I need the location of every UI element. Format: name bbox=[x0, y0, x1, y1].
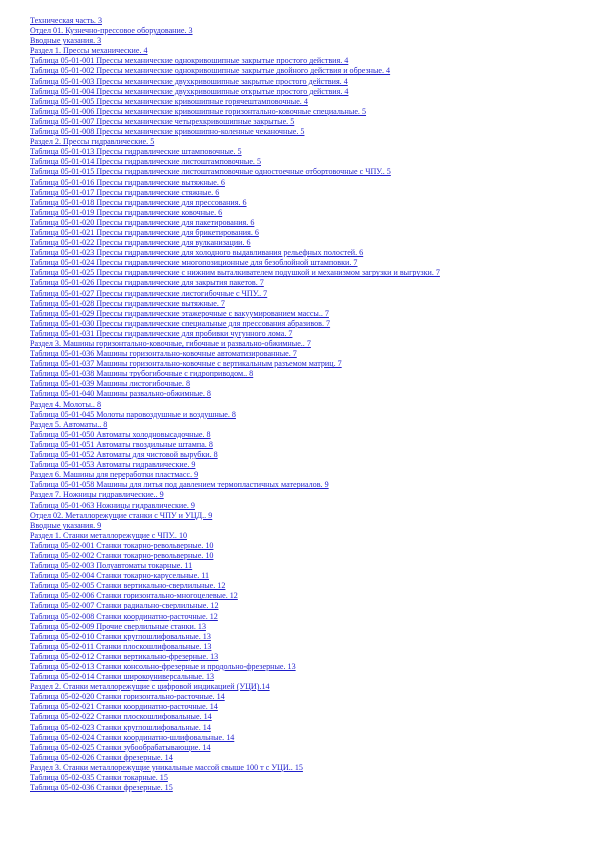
toc-entry bbox=[30, 218, 590, 228]
toc-entry bbox=[30, 289, 590, 299]
toc-link[interactable]: Таблица 05-01-029 Прессы гидравлические этажерочные с вакуумированием массы.. 7 bbox=[30, 308, 329, 318]
toc-link[interactable]: Таблица 05-02-005 Станки вертикально-сверлильные. 12 bbox=[30, 581, 226, 591]
toc-link[interactable]: Таблица 05-01-030 Прессы гидравлические специальные для прессования абразивов. 7 bbox=[30, 318, 331, 328]
toc-link[interactable]: Раздел 5. Автоматы.. 8 bbox=[30, 419, 108, 429]
toc-link[interactable]: Таблица 05-01-063 Ножницы гидравлические. 9 bbox=[30, 500, 195, 510]
toc-entry bbox=[30, 763, 590, 773]
toc-link[interactable]: Вводные указания. 3 bbox=[30, 36, 102, 46]
toc-entry bbox=[30, 591, 590, 601]
table-of-contents bbox=[30, 16, 590, 793]
toc-entry bbox=[30, 87, 590, 97]
toc-entry bbox=[30, 773, 590, 783]
toc-entry bbox=[30, 178, 590, 188]
toc-link[interactable]: Таблица 05-02-002 Станки токарно-револьверные. 10 bbox=[30, 550, 214, 560]
toc-link[interactable]: Таблица 05-02-004 Станки токарно-карусельные. 11 bbox=[30, 571, 210, 581]
toc-link[interactable]: Таблица 05-02-012 Станки вертикально-фрезерные. 13 bbox=[30, 651, 219, 661]
toc-entry bbox=[30, 480, 590, 490]
toc-link[interactable]: Таблица 05-01-005 Прессы механические кривошипные горячештамповочные. 4 bbox=[30, 96, 308, 106]
toc-link[interactable]: Таблица 05-01-021 Прессы гидравлические для брикетирования. 6 bbox=[30, 227, 259, 237]
toc-entry bbox=[30, 248, 590, 258]
toc-link[interactable]: Таблица 05-01-018 Прессы гидравлические для прессования. 6 bbox=[30, 197, 247, 207]
toc-link[interactable]: Раздел 3. Машины горизонтально-ковочные, гибочные и развально-обжимные.. 7 bbox=[30, 339, 311, 348]
toc-link[interactable]: Таблица 05-01-050 Автоматы холодновысадочные. 8 bbox=[30, 429, 211, 439]
toc-link[interactable]: Таблица 05-01-037 Машины горизонтально-ковочные с вертикальным разъемом матриц. 7 bbox=[30, 359, 342, 369]
toc-entry bbox=[30, 652, 590, 662]
toc-entry bbox=[30, 16, 590, 26]
toc-link[interactable]: Таблица 05-02-014 Станки широкоуниверсальные. 13 bbox=[30, 672, 215, 682]
toc-link[interactable]: Раздел 4. Молоты.. 8 bbox=[30, 399, 102, 409]
toc-link[interactable]: Таблица 05-01-014 Прессы гидравлические листоштамповочные. 5 bbox=[30, 157, 262, 167]
toc-entry bbox=[30, 389, 590, 399]
toc-entry bbox=[30, 319, 590, 329]
toc-entry bbox=[30, 66, 590, 76]
toc-link[interactable]: Таблица 05-01-022 Прессы гидравлические для вулканизации. 6 bbox=[30, 238, 251, 248]
toc-entry bbox=[30, 511, 590, 521]
toc-link[interactable]: Таблица 05-01-028 Прессы гидравлические вытяжные. 7 bbox=[30, 298, 225, 308]
toc-link[interactable]: Таблица 05-01-002 Прессы механические однокривошипные закрытые двойного действия и обрезные. 4 bbox=[30, 66, 391, 76]
toc-entry bbox=[30, 379, 590, 389]
toc-entry bbox=[30, 662, 590, 672]
toc-entry bbox=[30, 349, 590, 359]
toc-link[interactable]: Отдел 02. Металлорежущие станки с ЧПУ и УЦД.. 9 bbox=[30, 510, 213, 520]
toc-link[interactable]: Таблица 05-01-038 Машины трубогибочные с гидроприводом.. 8 bbox=[30, 369, 254, 379]
toc-link[interactable]: Таблица 05-01-016 Прессы гидравлические вытяжные. 6 bbox=[30, 177, 225, 187]
toc-entry bbox=[30, 198, 590, 208]
toc-link[interactable]: Таблица 05-02-026 Станки фрезерные. 14 bbox=[30, 752, 173, 762]
toc-link[interactable]: Таблица 05-02-009 Прочие сверлильные станки. 13 bbox=[30, 621, 206, 631]
toc-link[interactable]: Отдел 01. Кузнечно-прессовое оборудование. 3 bbox=[30, 26, 193, 36]
toc-link[interactable]: Таблица 05-01-051 Автоматы гвоздильные штампа. 8 bbox=[30, 439, 213, 449]
toc-entry bbox=[30, 632, 590, 642]
toc-entry bbox=[30, 147, 590, 157]
toc-entry bbox=[30, 460, 590, 470]
toc-link[interactable]: Вводные указания. 9 bbox=[30, 520, 102, 530]
toc-link[interactable]: Раздел 7. Ножницы гидравлические.. 9 bbox=[30, 490, 164, 500]
toc-link[interactable]: Раздел 1. Прессы механические. 4 bbox=[30, 46, 148, 56]
toc-entry bbox=[30, 77, 590, 87]
toc-entry bbox=[30, 561, 590, 571]
toc-link[interactable]: Таблица 05-02-008 Станки координатно-расточные. 12 bbox=[30, 611, 218, 621]
toc-link[interactable]: Таблица 05-02-010 Станки круглошлифовальные. 13 bbox=[30, 631, 211, 641]
toc-entry bbox=[30, 369, 590, 379]
toc-link[interactable]: Таблица 05-02-023 Станки круглошлифовальные. 14 bbox=[30, 722, 211, 732]
toc-entry bbox=[30, 672, 590, 682]
toc-link[interactable]: Таблица 05-01-006 Прессы механические кривошипные горизонтально-ковочные специальные. 5 bbox=[30, 106, 367, 116]
toc-entry bbox=[30, 278, 590, 288]
toc-link[interactable]: Таблица 05-02-013 Станки консольно-фрезерные и продольно-фрезерные. 13 bbox=[30, 662, 296, 671]
toc-link[interactable]: Таблица 05-02-001 Станки токарно-револьверные. 10 bbox=[30, 540, 214, 550]
toc-entry bbox=[30, 521, 590, 531]
toc-link[interactable]: Таблица 05-01-052 Автоматы для чистовой вырубки. 8 bbox=[30, 450, 218, 460]
toc-link[interactable]: Таблица 05-01-020 Прессы гидравлические для пакетирования. 6 bbox=[30, 217, 255, 227]
toc-entry bbox=[30, 501, 590, 511]
toc-entry bbox=[30, 258, 590, 268]
toc-link[interactable]: Таблица 05-01-058 Машины для литья под давлением термопластичных материалов. 9 bbox=[30, 480, 329, 490]
toc-entry bbox=[30, 430, 590, 440]
toc-link[interactable]: Таблица 05-01-023 Прессы гидравлические для холодного выдавливания рельефных полостей. 6 bbox=[30, 248, 364, 258]
toc-entry bbox=[30, 753, 590, 763]
toc-entry bbox=[30, 329, 590, 339]
toc-link[interactable]: Раздел 3. Станки металлорежущие уникальные массой свыше 100 т с УЦИ.. 15 bbox=[30, 762, 303, 772]
toc-entry bbox=[30, 571, 590, 581]
toc-entry bbox=[30, 440, 590, 450]
toc-entry bbox=[30, 712, 590, 722]
toc-entry bbox=[30, 733, 590, 743]
toc-link[interactable]: Таблица 05-01-013 Прессы гидравлические штамповочные. 5 bbox=[30, 147, 242, 157]
toc-entry bbox=[30, 470, 590, 480]
toc-link[interactable]: Таблица 05-01-045 Молоты паровоздушные и воздушные. 8 bbox=[30, 409, 236, 419]
toc-entry bbox=[30, 581, 590, 591]
toc-link[interactable]: Таблица 05-01-024 Прессы гидравлические многопозиционные для безоблойной штамповки. 7 bbox=[30, 258, 358, 268]
toc-link[interactable]: Раздел 6. Машины для переработки пластмасс. 9 bbox=[30, 470, 199, 480]
toc-link[interactable]: Таблица 05-01-019 Прессы гидравлические ковочные. 6 bbox=[30, 207, 223, 217]
toc-link[interactable]: Таблица 05-01-007 Прессы механические четырехкривошипные закрытые. 5 bbox=[30, 116, 295, 126]
toc-link[interactable]: Таблица 05-02-011 Станки плоскошлифовальные. 13 bbox=[30, 641, 212, 651]
toc-link[interactable]: Таблица 05-01-036 Машины горизонтально-ковочные автоматизированные. 7 bbox=[30, 349, 297, 359]
toc-entry bbox=[30, 268, 590, 278]
toc-entry bbox=[30, 339, 590, 349]
toc-entry bbox=[30, 137, 590, 147]
toc-entry bbox=[30, 410, 590, 420]
toc-entry bbox=[30, 551, 590, 561]
toc-link[interactable]: Таблица 05-01-008 Прессы механические кривошипно-коленные чеканочные. 5 bbox=[30, 127, 305, 137]
toc-entry bbox=[30, 299, 590, 309]
toc-link[interactable]: Таблица 05-01-003 Прессы механические двухкривошипные закрытые простого действия. 4 bbox=[30, 76, 348, 86]
toc-entry bbox=[30, 309, 590, 319]
toc-link[interactable]: Раздел 2. Прессы гидравлические. 5 bbox=[30, 137, 155, 147]
toc-link[interactable]: Раздел 2. Станки металлорежущие с цифровой индикацией (УЦИ).14 bbox=[30, 682, 270, 692]
toc-link[interactable]: Таблица 05-01-053 Автоматы гидравлические. 9 bbox=[30, 460, 196, 470]
toc-link[interactable]: Таблица 05-02-003 Полуавтоматы токарные. 11 bbox=[30, 561, 193, 571]
toc-entry bbox=[30, 702, 590, 712]
toc-entry bbox=[30, 541, 590, 551]
toc-link[interactable]: Таблица 05-02-036 Станки фрезерные. 15 bbox=[30, 783, 173, 793]
toc-entry bbox=[30, 420, 590, 430]
toc-entry bbox=[30, 46, 590, 56]
toc-entry bbox=[30, 97, 590, 107]
toc-entry bbox=[30, 238, 590, 248]
toc-link[interactable]: Таблица 05-01-025 Прессы гидравлические с нижним выталкивателем подушкой и механизмом загрузки и выгрузки. 7 bbox=[30, 268, 440, 278]
toc-entry bbox=[30, 743, 590, 753]
toc-link[interactable]: Раздел 1. Станки металлорежущие с ЧПУ.. 10 bbox=[30, 530, 188, 540]
toc-link[interactable]: Таблица 05-01-004 Прессы механические двухкривошипные открытые простого действия. 4 bbox=[30, 86, 349, 96]
toc-entry bbox=[30, 208, 590, 218]
toc-link[interactable]: Таблица 05-02-024 Станки координатно-шлифовальные. 14 bbox=[30, 732, 235, 742]
toc-link[interactable]: Таблица 05-02-021 Станки координатно-расточные. 14 bbox=[30, 702, 218, 712]
toc-entry bbox=[30, 26, 590, 36]
toc-link[interactable]: Таблица 05-02-006 Станки горизонтально-многоцелевые. 12 bbox=[30, 591, 238, 601]
toc-link[interactable]: Таблица 05-01-040 Машины развально-обжимные. 8 bbox=[30, 389, 211, 399]
toc-link[interactable]: Таблица 05-01-017 Прессы гидравлические стяжные. 6 bbox=[30, 187, 220, 197]
toc-link[interactable]: Таблица 05-02-025 Станки зубообрабатывающие. 14 bbox=[30, 742, 211, 752]
toc-entry bbox=[30, 188, 590, 198]
toc-list bbox=[30, 16, 590, 793]
toc-entry bbox=[30, 117, 590, 127]
toc-entry bbox=[30, 400, 590, 410]
toc-entry bbox=[30, 490, 590, 500]
toc-link[interactable]: Таблица 05-01-027 Прессы гидравлические листогибочные с ЧПУ.. 7 bbox=[30, 288, 268, 298]
toc-entry bbox=[30, 157, 590, 167]
toc-link[interactable]: Таблица 05-01-031 Прессы гидравлические для пробивки чугунного лома. 7 bbox=[30, 328, 293, 338]
toc-entry bbox=[30, 642, 590, 652]
toc-entry bbox=[30, 56, 590, 66]
toc-entry bbox=[30, 682, 590, 692]
toc-link[interactable]: Техническая часть. 3 bbox=[30, 16, 103, 25]
toc-entry bbox=[30, 692, 590, 702]
toc-entry bbox=[30, 723, 590, 733]
toc-entry bbox=[30, 622, 590, 632]
toc-entry bbox=[30, 36, 590, 46]
toc-entry bbox=[30, 107, 590, 117]
toc-entry bbox=[30, 167, 590, 177]
toc-link[interactable]: Таблица 05-01-015 Прессы гидравлические листоштамповочные одностоечные отбортовочные с ЧПУ.. 5 bbox=[30, 167, 391, 177]
toc-link[interactable]: Таблица 05-01-001 Прессы механические однокривошипные закрытые простого действия. 4 bbox=[30, 56, 349, 66]
toc-link[interactable]: Таблица 05-01-026 Прессы гидравлические для закрытия пакетов. 7 bbox=[30, 278, 264, 288]
toc-link[interactable]: Таблица 05-02-020 Станки горизонтально-расточные. 14 bbox=[30, 692, 225, 702]
toc-link[interactable]: Таблица 05-02-022 Станки плоскошлифовальные. 14 bbox=[30, 712, 212, 722]
toc-entry bbox=[30, 612, 590, 622]
toc-link[interactable]: Таблица 05-02-007 Станки радиально-сверлильные. 12 bbox=[30, 601, 219, 611]
toc-link[interactable]: Таблица 05-01-039 Машины листогибочные. 8 bbox=[30, 379, 191, 389]
toc-entry bbox=[30, 450, 590, 460]
toc-entry bbox=[30, 783, 590, 793]
toc-entry bbox=[30, 531, 590, 541]
toc-entry bbox=[30, 228, 590, 238]
toc-entry bbox=[30, 127, 590, 137]
toc-entry bbox=[30, 359, 590, 369]
toc-link[interactable]: Таблица 05-02-035 Станки токарные. 15 bbox=[30, 773, 168, 783]
toc-entry bbox=[30, 601, 590, 611]
